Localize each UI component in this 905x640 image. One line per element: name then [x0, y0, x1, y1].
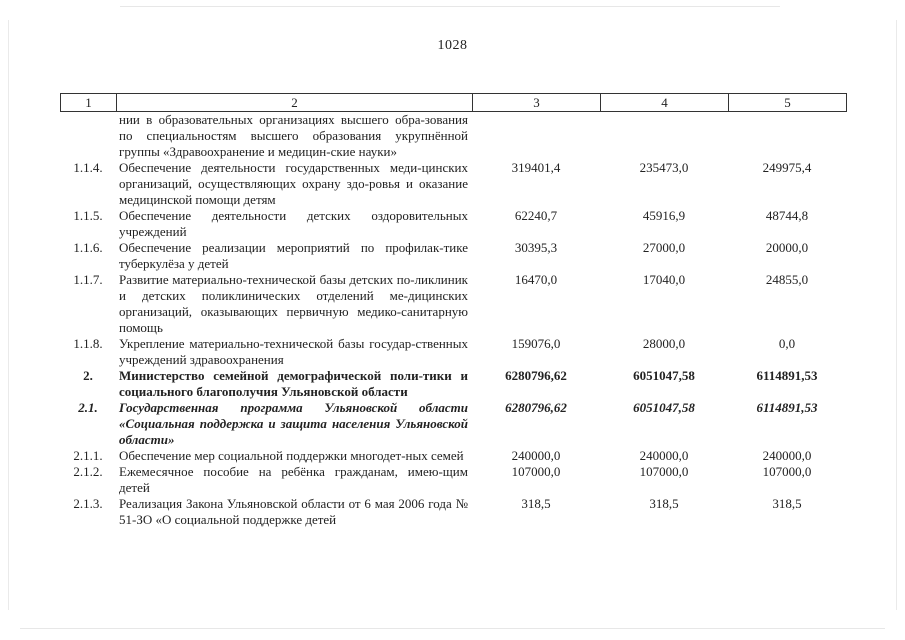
table-row [60, 368, 846, 400]
row-value-col3: 319401,4 [511, 160, 561, 175]
table-header [60, 93, 847, 112]
table-row [60, 208, 846, 240]
row-value-col4: 318,5 [649, 496, 679, 511]
row-value-col5: 318,5 [772, 496, 802, 511]
row-description: Обеспечение реализации мероприятий по профилак-тике туберкулёза у детей [119, 240, 468, 271]
row-value-col4: 27000,0 [642, 240, 686, 255]
row-value-col5: 48744,8 [765, 208, 809, 223]
row-description: Обеспечение деятельности государственных меди-цинских организаций, осуществляющих охрану здо-ровья и оказание медицинской помощи детям [119, 160, 468, 207]
row-description: Реализация Закона Ульяновской области от 6 мая 2006 года № 51-ЗО «О социальной поддержке детей [119, 496, 468, 527]
row-value-col3: 62240,7 [514, 208, 558, 223]
row-value-col3 [472, 112, 600, 160]
table-row [60, 240, 846, 272]
row-number [60, 112, 116, 160]
page-number: 1028 [437, 38, 468, 53]
row-number: 1.1.6. [73, 240, 103, 255]
row-value-col4: 6051047,58 [633, 368, 695, 383]
header-row [61, 94, 847, 112]
table-row [60, 336, 846, 368]
row-value-col3: 107000,0 [511, 464, 561, 479]
row-description: Развитие материально-технической базы детских по-ликлиник и детских поликлинических отделений ме-дицинских организаций, оказывающих первичную медико-санитарную помощь [119, 272, 468, 335]
row-description: нии в образовательных организациях высшего обра-зования по специальностям высшего образования укрупнённой группы «Здравоохранение и медицин-ские науки» [119, 112, 468, 159]
row-number: 2. [83, 368, 93, 383]
row-number: 1.1.5. [73, 208, 103, 223]
row-value-col3: 30395,3 [514, 240, 558, 255]
row-value-col4: 107000,0 [639, 464, 689, 479]
row-description: Государственная программа Ульяновской области «Социальная поддержка и защита населения Ульяновской области» [119, 400, 468, 447]
scan-edge-right [896, 20, 897, 610]
header-col-2: 2 [117, 94, 473, 112]
table-row [60, 112, 846, 160]
row-description: Ежемесячное пособие на ребёнка гражданам, имею-щим детей [119, 464, 468, 495]
header-col-1: 1 [61, 94, 117, 112]
row-value-col3: 318,5 [521, 496, 551, 511]
row-value-col4 [600, 112, 728, 160]
row-value-col5: 240000,0 [762, 448, 812, 463]
table-row [60, 448, 846, 464]
row-value-col5: 24855,0 [765, 272, 809, 287]
row-value-col5: 6114891,53 [756, 368, 818, 383]
row-description: Министерство семейной демографической поли-тики и социального благополучия Ульяновской области [119, 368, 468, 399]
row-value-col4: 28000,0 [642, 336, 686, 351]
scan-edge-bottom [20, 628, 885, 629]
table-row [60, 464, 846, 496]
row-value-col3: 6280796,62 [505, 368, 567, 383]
row-value-col5 [728, 112, 846, 160]
row-number: 2.1.2. [73, 464, 103, 479]
row-description: Укрепление материально-технической базы государ-ственных учреждений здравоохранения [119, 336, 468, 367]
row-value-col4: 240000,0 [639, 448, 689, 463]
row-description: Обеспечение деятельности детских оздоровительных учреждений [119, 208, 468, 239]
header-col-5: 5 [729, 94, 847, 112]
row-value-col5: 6114891,53 [756, 400, 818, 415]
row-value-col4: 6051047,58 [633, 400, 695, 415]
row-value-col4: 17040,0 [642, 272, 686, 287]
row-number: 1.1.8. [73, 336, 103, 351]
row-value-col5: 249975,4 [762, 160, 812, 175]
scan-edge-top [120, 6, 780, 7]
row-value-col3: 240000,0 [511, 448, 561, 463]
row-value-col4: 235473,0 [639, 160, 689, 175]
row-value-col4: 45916,9 [642, 208, 686, 223]
table-row [60, 160, 846, 208]
row-value-col3: 16470,0 [514, 272, 558, 287]
scan-edge-left [8, 20, 9, 610]
table-row [60, 400, 846, 448]
row-number: 1.1.7. [73, 272, 103, 287]
row-number: 2.1. [78, 400, 98, 415]
row-value-col3: 159076,0 [511, 336, 561, 351]
table-row [60, 496, 846, 528]
row-number: 2.1.1. [73, 448, 103, 463]
row-value-col5: 107000,0 [762, 464, 812, 479]
row-number: 1.1.4. [73, 160, 103, 175]
row-value-col5: 0,0 [778, 336, 796, 351]
row-number: 2.1.3. [73, 496, 103, 511]
table-row [60, 272, 846, 336]
row-value-col5: 20000,0 [765, 240, 809, 255]
budget-table [60, 112, 846, 528]
row-value-col3: 6280796,62 [505, 400, 567, 415]
row-description: Обеспечение мер социальной поддержки многодет-ных семей [119, 448, 464, 463]
header-col-3: 3 [473, 94, 601, 112]
header-col-4: 4 [601, 94, 729, 112]
